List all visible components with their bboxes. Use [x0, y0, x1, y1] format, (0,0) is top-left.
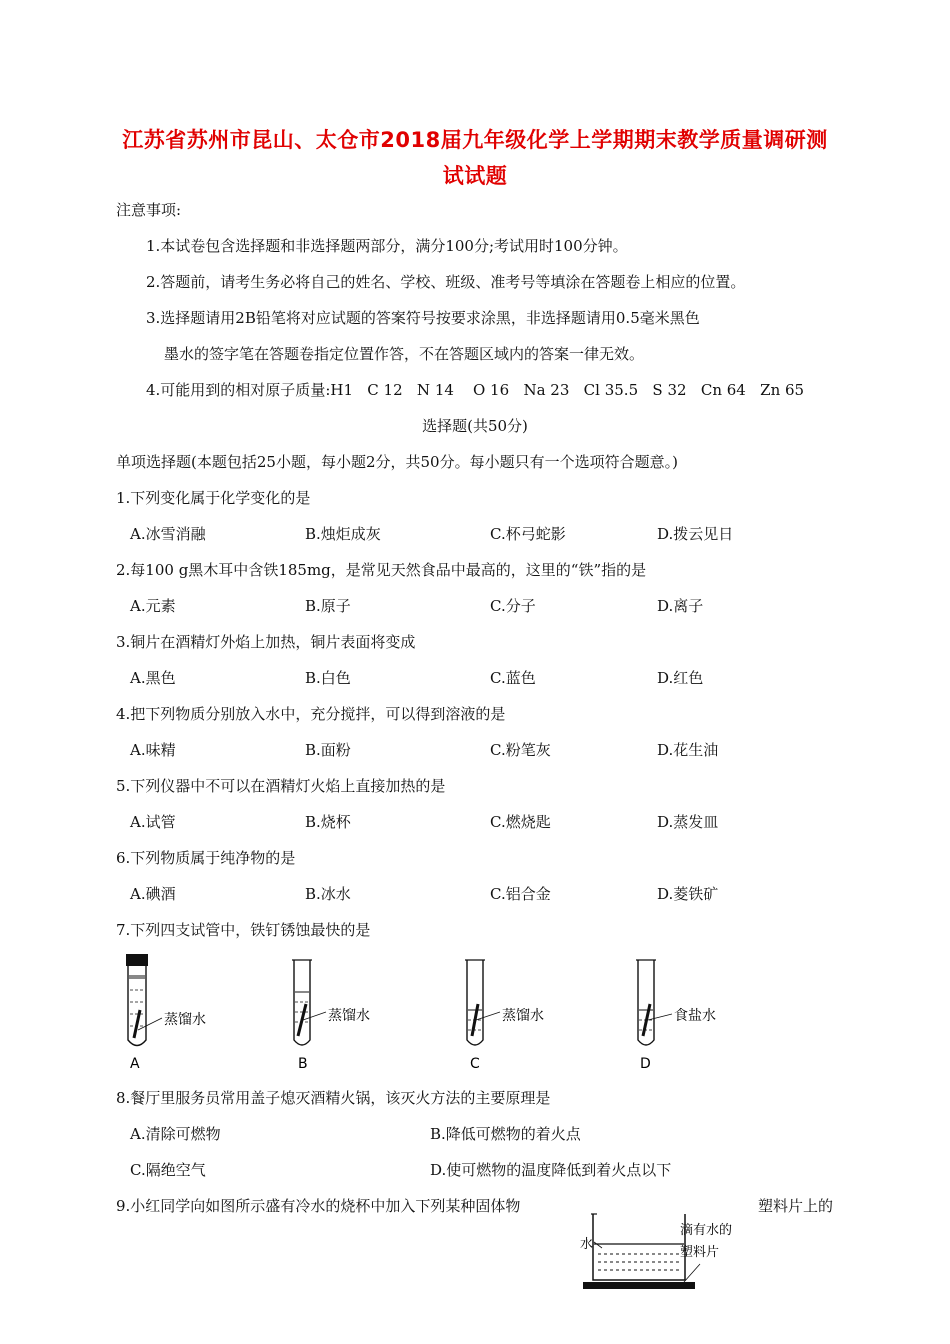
question-stem: 4.把下列物质分别放入水中，充分搅拌，可以得到溶液的是 [116, 705, 506, 723]
beaker-figure [580, 1200, 760, 1310]
option: A.碘酒 [130, 885, 176, 903]
option: B.降低可燃物的着火点 [430, 1125, 581, 1143]
option: A.试管 [130, 813, 176, 831]
option: C.杯弓蛇影 [490, 525, 566, 543]
question-stem: 7.下列四支试管中，铁钉锈蚀最快的是 [116, 921, 371, 939]
note-item: 1.本试卷包含选择题和非选择题两部分，满分100分;考试用时100分钟。 [146, 237, 628, 255]
option: B.面粉 [305, 741, 351, 759]
test-tube-c [465, 960, 544, 1072]
option: B.烧杯 [305, 813, 351, 831]
note-item: 2.答题前，请考生务必将自己的姓名、学校、班级、准考号等填涂在答题卷上相应的位置。 [146, 273, 746, 291]
page-title: 江苏省苏州市昆山、太仓市2018届九年级化学上学期期末教学质量调研测 [122, 128, 828, 152]
question-stem-tail: 塑料片上的 [758, 1197, 834, 1215]
tube-label: A [130, 1056, 140, 1072]
test-tube-a [126, 954, 206, 1072]
option: D.离子 [657, 597, 704, 615]
option: A.冰雪消融 [130, 525, 206, 543]
option: A.味精 [130, 741, 176, 759]
note-item: 墨水的签字笔在答题卷指定位置作答，不在答题区域内的答案一律无效。 [164, 345, 645, 363]
tube-liquid-label: 食盐水 [674, 1008, 716, 1024]
option: B.冰水 [305, 885, 351, 903]
tube-liquid-label: 蒸馏水 [328, 1008, 370, 1024]
option: D.花生油 [657, 741, 719, 759]
plate-label-2: 塑料片 [680, 1245, 720, 1260]
option: D.菱铁矿 [657, 885, 719, 903]
option: C.隔绝空气 [130, 1161, 206, 1179]
option: D.使可燃物的温度降低到着火点以下 [430, 1161, 672, 1179]
tube-label: D [640, 1056, 651, 1072]
test-tubes-figure [110, 950, 770, 1075]
option: B.原子 [305, 597, 351, 615]
section-title: 选择题(共50分) [422, 417, 528, 435]
water-label: 水 [580, 1237, 594, 1252]
note-item: 4.可能用到的相对原子质量:H1 C 12 N 14 O 16 Na 23 Cl 35.5 S 32 Cn 64 Zn 65 [146, 381, 805, 399]
option: B.烛炬成灰 [305, 525, 381, 543]
option: C.燃烧匙 [490, 813, 551, 831]
option: D.红色 [657, 669, 704, 687]
question-stem: 5.下列仪器中不可以在酒精灯火焰上直接加热的是 [116, 777, 446, 795]
option: C.蓝色 [490, 669, 536, 687]
option: D.蒸发皿 [657, 813, 719, 831]
option: D.拨云见日 [657, 525, 734, 543]
question-stem: 1.下列变化属于化学变化的是 [116, 489, 311, 507]
tube-liquid-label: 蒸馏水 [502, 1008, 544, 1024]
option: A.清除可燃物 [130, 1125, 221, 1143]
test-tube-b [292, 960, 370, 1072]
question-stem: 6.下列物质属于纯净物的是 [116, 849, 296, 867]
notes-heading: 注意事项: [116, 201, 182, 219]
tube-label: C [470, 1056, 480, 1072]
plate-label-1: 滴有水的 [680, 1223, 733, 1238]
option: C.分子 [490, 597, 536, 615]
question-stem: 2.每100 g黑木耳中含铁185mg，是常见天然食品中最高的，这里的“铁”指的是 [116, 561, 647, 579]
page-title-line2: 试试题 [442, 164, 508, 188]
question-stem: 9.小红同学向如图所示盛有冷水的烧杯中加入下列某种固体物 [116, 1197, 521, 1215]
option: B.白色 [305, 669, 351, 687]
note-item: 3.选择题请用2B铅笔将对应试题的答案符号按要求涂黑，非选择题请用0.5毫米黑色 [146, 309, 700, 327]
question-stem: 8.餐厅里服务员常用盖子熄灭酒精火锅，该灭火方法的主要原理是 [116, 1089, 551, 1107]
section-instruction: 单项选择题(本题包括25小题，每小题2分，共50分。每小题只有一个选项符合题意。) [116, 453, 678, 471]
option: C.粉笔灰 [490, 741, 551, 759]
tube-liquid-label: 蒸馏水 [164, 1012, 206, 1028]
test-tube-d [636, 960, 716, 1072]
option: A.黑色 [130, 669, 176, 687]
option: C.铝合金 [490, 885, 551, 903]
tube-label: B [298, 1056, 308, 1072]
option: A.元素 [130, 597, 176, 615]
question-stem: 3.铜片在酒精灯外焰上加热，铜片表面将变成 [116, 633, 416, 651]
